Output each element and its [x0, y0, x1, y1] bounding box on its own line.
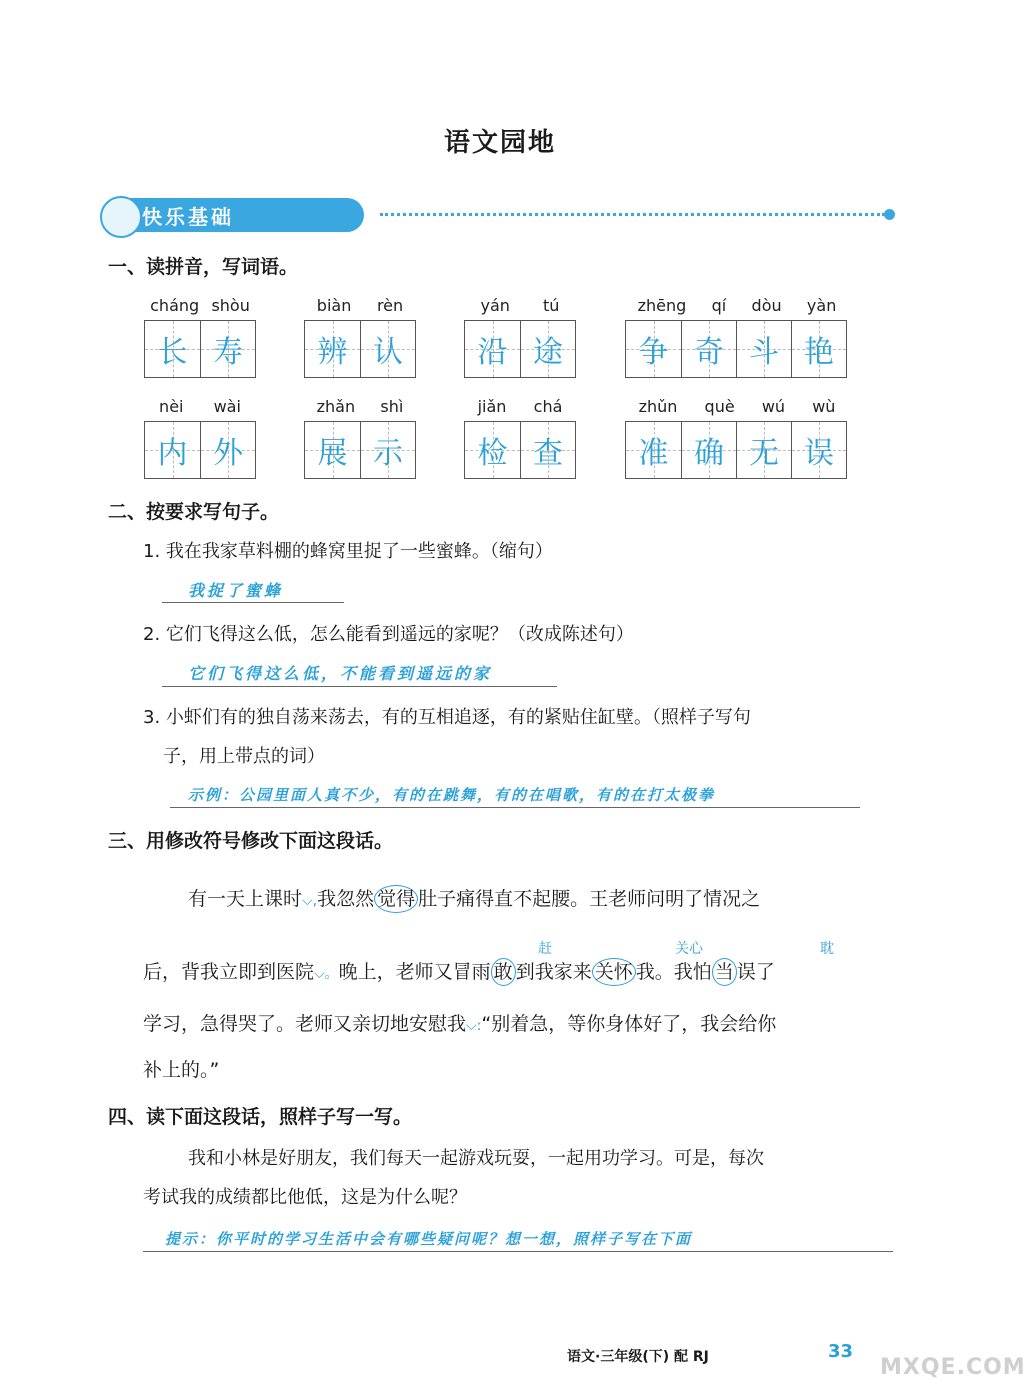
replace-mark: 关怀 [592, 958, 636, 986]
section-banner [100, 192, 900, 240]
char-cell [736, 321, 791, 377]
watermark: MXQE.COM [880, 1355, 1026, 1380]
pinyin-group [464, 397, 576, 416]
answer-char: 沿 [477, 335, 508, 370]
pinyin: zhǎn [316, 397, 356, 416]
insert-period-mark: ⌵。 [314, 966, 339, 982]
pinyin: wù [812, 397, 836, 416]
paragraph-line-1 [188, 879, 760, 921]
text: 误了 [736, 961, 775, 983]
char-grid [625, 320, 847, 378]
char-cell [145, 422, 200, 478]
answer-char: 查 [533, 436, 563, 471]
answer-char: 检 [477, 436, 508, 471]
pinyin: zhēng [637, 296, 687, 315]
char-cell [626, 422, 681, 478]
pinyin-group [144, 397, 256, 416]
answer-char: 途 [533, 335, 563, 370]
answer-char: 示 [373, 436, 403, 471]
pinyin: biàn [316, 296, 352, 315]
pinyin: qí [711, 296, 727, 315]
answer-char: 准 [638, 436, 669, 471]
banner-label: 快乐基础 [142, 205, 234, 229]
char-cell [520, 321, 575, 377]
correction-label: 耽 [820, 941, 834, 957]
question-3: 3. 小虾们有的独自荡来荡去，有的互相追逐，有的紧贴住缸壁。（照样子写句 [143, 707, 751, 728]
banner-dotted-line [380, 213, 885, 216]
pinyin: zhǔn [638, 397, 678, 416]
pinyin: cháng [150, 296, 200, 315]
paragraph-line-3 [143, 1004, 776, 1046]
char-cell [360, 321, 415, 377]
char-grid [464, 320, 576, 378]
char-grid [625, 421, 847, 479]
pinyin: tú [543, 296, 560, 315]
pinyin-group [625, 296, 849, 315]
answer-line [162, 686, 557, 687]
correction-label: 关心 [675, 941, 703, 957]
char-cell [360, 422, 415, 478]
answer-char: 辨 [317, 335, 348, 370]
pinyin-group [625, 397, 849, 416]
pinyin: wú [761, 397, 786, 416]
answer-char: 长 [157, 335, 188, 370]
pinyin: chá [533, 397, 563, 416]
replace-mark: 当 [712, 958, 737, 986]
text: 后，背我 [143, 961, 220, 983]
pinyin: què [704, 397, 735, 416]
correction-label: 赶 [538, 941, 552, 957]
char-cell [305, 422, 360, 478]
answer-char: 内 [157, 436, 188, 471]
answer-char: 奇 [694, 335, 724, 370]
answer-char: 艳 [804, 335, 834, 370]
char-cell [200, 321, 255, 377]
answer-line [143, 1251, 893, 1252]
text: 到我家来 [515, 961, 592, 983]
pinyin-group [464, 296, 576, 315]
char-grid [304, 320, 416, 378]
answer-char: 认 [373, 335, 403, 370]
replace-mark: 敢 [491, 958, 516, 986]
pinyin: yán [480, 296, 510, 315]
char-cell [465, 321, 520, 377]
paragraph-line-4: 补上的。” [143, 1059, 220, 1081]
question-1: 1. 我在我家草料棚的蜂窝里捉了一些蜜蜂。（缩句） [143, 541, 553, 562]
text: 我。我怕 [635, 961, 712, 983]
answer-char: 展 [317, 436, 348, 471]
text: “别着急，等你身体好了，我会给你 [481, 1013, 777, 1035]
answer-char: 误 [804, 436, 834, 471]
pinyin-group [304, 397, 416, 416]
answer-line [162, 602, 344, 603]
char-cell [626, 321, 681, 377]
char-cell [305, 321, 360, 377]
text: 肚子痛得直不起腰。王老师问明了情况之 [418, 888, 761, 910]
char-grid [464, 421, 576, 479]
char-cell [520, 422, 575, 478]
pinyin: nèi [159, 397, 184, 416]
hint-text: 提示：你平时的学习生活中会有哪些疑问呢？想一想，照样子写在下面 [165, 1230, 693, 1248]
char-cell [465, 422, 520, 478]
pinyin: wài [213, 397, 241, 416]
text: 我忽然 [317, 888, 375, 910]
pinyin-group [144, 296, 256, 315]
char-cell [736, 422, 791, 478]
answer-3: 示例：公园里面人真不少，有的在跳舞，有的在唱歌，有的在打太极拳 [188, 786, 716, 804]
section3-heading: 三、用修改符号修改下面这段话。 [108, 830, 394, 852]
section2-heading: 二、按要求写句子。 [108, 501, 280, 523]
pinyin-group [304, 296, 416, 315]
text: 立即到医院 [219, 961, 315, 983]
char-grid [144, 320, 256, 378]
question-2: 2. 它们飞得这么低，怎么能看到遥远的家呢？（改成陈述句） [143, 624, 634, 645]
pinyin: rèn [376, 296, 404, 315]
text: 有一天上课时 [188, 888, 303, 910]
insert-comma-mark: ⌵, [302, 893, 318, 909]
answer-2: 它们飞得这么低，不能看到遥远的家 [188, 664, 493, 683]
answer-1: 我捉了蜜蜂 [188, 581, 284, 600]
passage-line-1: 我和小林是好朋友，我们每天一起游戏玩耍，一起用功学习。可是，每次 [188, 1148, 764, 1169]
paragraph-line-2 [143, 952, 775, 994]
pinyin: dòu [751, 296, 782, 315]
question-3-cont: 子，用上带点的词） [163, 746, 325, 767]
char-cell [681, 422, 736, 478]
insert-colon-mark: ⌵: [466, 1018, 482, 1034]
passage-line-2: 考试我的成绩都比他低，这是为什么呢？ [143, 1187, 467, 1208]
pinyin: shì [380, 397, 404, 416]
section1-heading: 一、读拼音，写词语。 [108, 256, 299, 278]
answer-char: 争 [638, 335, 669, 370]
answer-char: 寿 [213, 335, 243, 370]
char-cell [200, 422, 255, 478]
pinyin: yàn [806, 296, 837, 315]
banner-end-dot [884, 209, 895, 220]
page-title: 语文园地 [443, 128, 556, 158]
answer-char: 斗 [749, 335, 779, 370]
page-number: 33 [828, 1341, 854, 1362]
footer-label: 语文·三年级(下) 配 RJ [567, 1349, 709, 1365]
answer-char: 无 [749, 436, 779, 471]
char-grid [304, 421, 416, 479]
char-grid [144, 421, 256, 479]
pinyin: shòu [211, 296, 250, 315]
text: 晚上，老师又冒雨 [338, 961, 491, 983]
answer-char: 外 [213, 436, 243, 471]
pinyin: jiǎn [477, 397, 507, 416]
section4-heading: 四、读下面这段话，照样子写一写。 [108, 1106, 413, 1128]
delete-mark: 觉得 [374, 885, 418, 913]
answer-line [170, 807, 860, 808]
char-cell [145, 321, 200, 377]
char-cell [791, 321, 846, 377]
text: 学习，急得哭了。老师又亲切地安慰我 [143, 1013, 467, 1035]
char-cell [791, 422, 846, 478]
banner-icon [100, 196, 142, 238]
answer-char: 确 [694, 436, 724, 471]
char-cell [681, 321, 736, 377]
